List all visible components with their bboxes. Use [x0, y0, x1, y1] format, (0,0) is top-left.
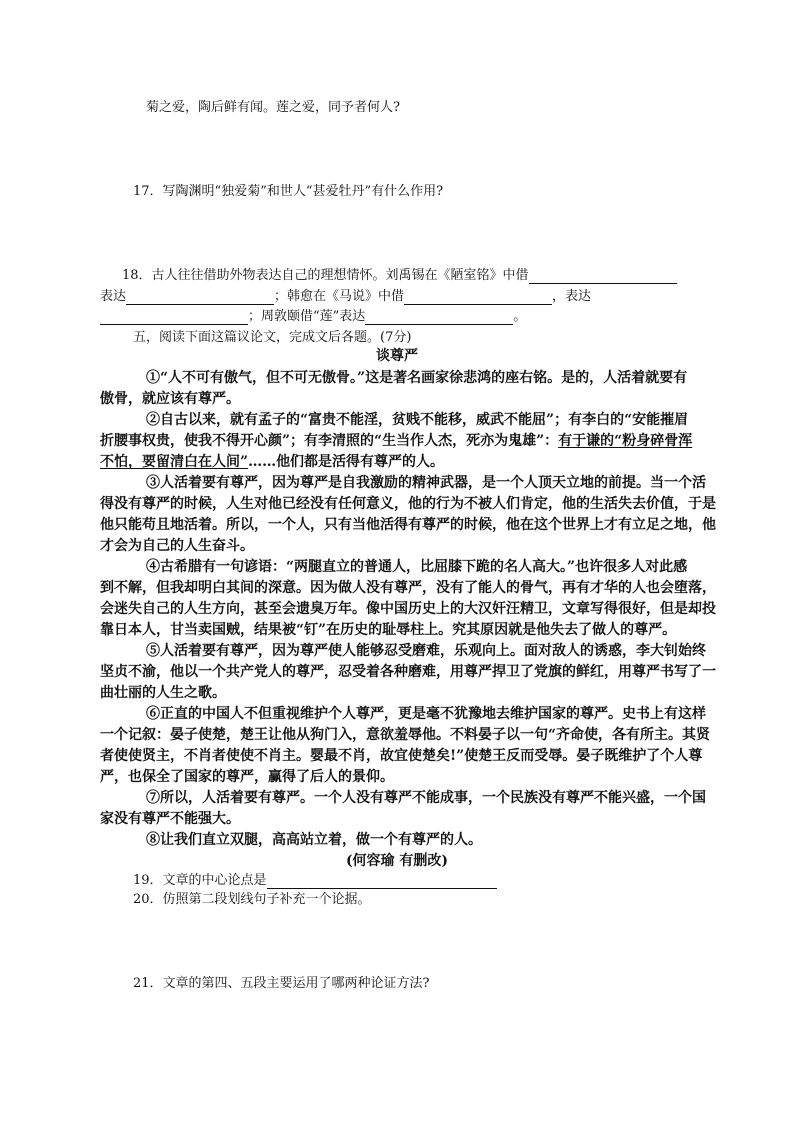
essay-paragraph-4-cont2: 会迷失自己的人生方向，甚至会遗臭万年。像中国历史上的大汉奸汪精卫，文章写得很好，但是却投: [100, 601, 716, 617]
question-21: 21．文章的第四、五段主要运用了哪两种论证方法?: [133, 976, 430, 991]
essay-paragraph-4-cont: 到不解，但我却明白其间的深意。因为做人没有尊严，没有了能人的骨气，再有才华的人也会堕落，: [100, 580, 716, 596]
question-18-line-2: [100, 289, 591, 305]
underlined-sentence-end: 不怕，要留清白在人间”: [100, 454, 249, 470]
q18-express-label-2: ，表达: [552, 289, 592, 304]
essay-paragraph-5-cont: 坚贞不渝，他以一个共产党人的尊严，忍受着各种磨难，用尊严捍卫了党旗的鲜红，用尊严书写了一: [100, 664, 716, 680]
essay-paragraph-6-cont: 一个记叙：晏子使楚，楚王让他从狗门入，意欲羞辱他。不料晏子以一句“齐命使，各有所主。其贤: [100, 727, 711, 743]
question-18-line-3: [100, 309, 526, 325]
essay-paragraph-1: ①“人不可有傲气，但不可无傲骨。”这是著名画家徐悲鸿的座右铭。是的，人活着就要有: [146, 370, 688, 386]
essay-paragraph-7: ⑦所以，人活着要有尊严。一个人没有尊严不能成事，一个民族没有尊严不能兴盛，一个国: [146, 790, 706, 806]
q18-hanyu-text: ；韩愈在《马说》中借: [274, 289, 405, 304]
essay-paragraph-5-cont2: 曲壮丽的人生之歌。: [100, 685, 226, 701]
section-5-heading: 五，阅读下面这篇议论文，完成文后各题。(7分): [133, 330, 412, 345]
poem-excerpt-line: 菊之爱，陶后鲜有闻。莲之爱，同予者何人?: [146, 100, 400, 115]
essay-paragraph-3-cont: 得没有尊严的时候，人生对他已经没有任何意义，他的行为不被人们肯定，他的生活失去价值，于是: [100, 496, 716, 512]
q18-express-label: 表达: [100, 289, 127, 304]
essay-paragraph-6-cont3: 严，也保全了国家的尊严，赢得了后人的景仰。: [100, 769, 394, 785]
essay-paragraph-6: ⑥正直的中国人不但重视维护个人尊严，更是毫不犹豫地去维护国家的尊严。史书上有这样: [146, 706, 706, 722]
p2-text-end: ……他们都是活得有尊严的人。: [248, 454, 445, 470]
essay-paragraph-3-cont3: 才会为自己的人生奋斗。: [100, 538, 254, 554]
essay-source: (何容瑜 有删改): [345, 853, 449, 869]
answer-blank[interactable]: [365, 312, 513, 325]
q18-end: 。: [513, 309, 527, 324]
essay-paragraph-3-cont2: 他只能苟且地活着。所以，一个人，只有当他活得有尊严的时候，他在这个世界上才有立足之地，他: [100, 517, 716, 533]
essay-paragraph-2-cont2: [100, 452, 444, 473]
question-20: 20．仿照第二段划线句子补充一个论据。: [133, 892, 371, 907]
essay-paragraph-4-cont3: 靠日本人，甘当卖国贼，结果被“钉”在历史的耻辱柱上。究其原因就是他失去了做人的尊严。: [100, 622, 677, 638]
answer-blank[interactable]: [126, 292, 274, 305]
essay-paragraph-4: ④古希腊有一句谚语：“两腿直立的普通人，比屈膝下跪的名人高大。”也许很多人对此感: [146, 559, 688, 575]
essay-paragraph-3: ③人活着要有尊严，因为尊严是自我激励的精神武器，是一个人顶天立地的前提。当一个活: [146, 475, 706, 491]
essay-paragraph-7-cont: 家没有尊严不能强大。: [100, 811, 240, 827]
question-18-line-1: [122, 268, 677, 284]
p2-text: 折腰事权贵，使我不得开心颜”；有李清照的“生当作人杰，死亦为鬼雄”：: [100, 433, 559, 449]
essay-paragraph-2: ②自古以来，就有孟子的“富贵不能淫，贫贱不能移，威武不能屈”；有李白的“安能摧眉: [146, 412, 689, 428]
essay-paragraph-2-cont: [100, 431, 692, 452]
answer-blank[interactable]: [267, 876, 497, 889]
q18-zhou-text: ；周敦颐借“莲”表达: [248, 309, 366, 324]
essay-paragraph-8: ⑧让我们直立双腿，高高站立着，做一个有尊严的人。: [146, 832, 482, 848]
answer-blank[interactable]: [529, 271, 677, 284]
essay-paragraph-1-cont: 傲骨，就应该有尊严。: [100, 391, 240, 407]
question-18-text: 18．古人往往借助外物表达自己的理想情怀。刘禹锡在《陋室铭》中借: [122, 268, 529, 283]
essay-paragraph-5: ⑤人活着要有尊严，因为尊严使人能够忍受磨难，乐观向上。面对敌人的诱惑，李大钊始终: [146, 643, 706, 659]
q19-text: 19．文章的中心论点是: [133, 873, 267, 888]
question-17: 17．写陶渊明“独爱菊”和世人“甚爱牡丹”有什么作用?: [133, 184, 444, 199]
answer-blank[interactable]: [404, 292, 552, 305]
underlined-sentence: 有于谦的“粉身碎骨浑: [558, 433, 693, 449]
answer-blank[interactable]: [100, 312, 248, 325]
essay-paragraph-6-cont2: 者使使贤主，不肖者使使不肖主。婴最不肖，故宜使楚矣!”使楚王反而受辱。晏子既维护了个人尊: [100, 748, 703, 764]
essay-title: 谈尊严: [376, 348, 418, 364]
question-19: [133, 873, 497, 889]
